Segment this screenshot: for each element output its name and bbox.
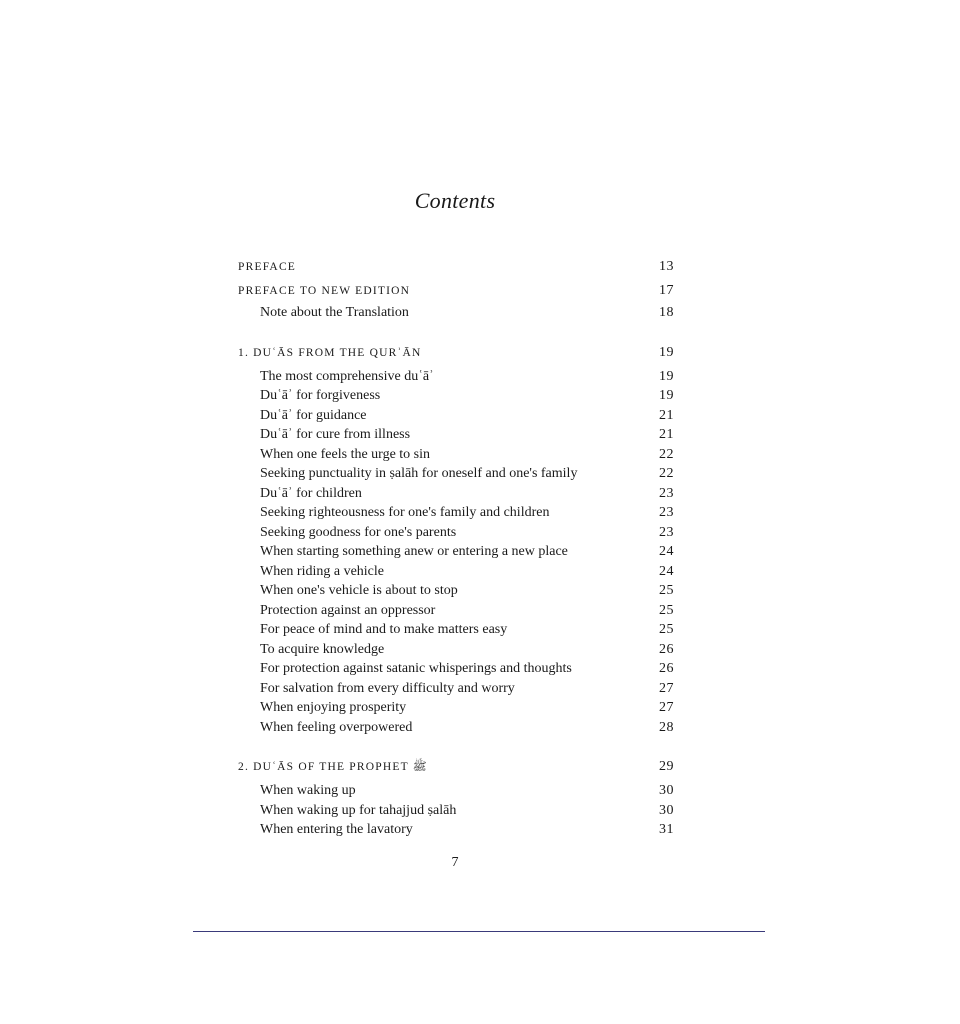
toc-entry-page: 21: [659, 427, 674, 442]
toc-entry-page: 23: [659, 485, 674, 501]
toc-entry-page: 27: [659, 680, 674, 696]
toc-entry-page: 25: [659, 583, 674, 598]
toc-entry-page: 21: [659, 407, 674, 423]
toc-entry-page: 30: [659, 783, 674, 798]
toc-entry-label: When feeling overpowered: [260, 719, 413, 735]
toc-entry-page: 22: [659, 466, 674, 481]
toc-entry-label: Note about the Translation: [260, 305, 409, 320]
toc-entry-label: PREFACE TO NEW EDITION: [238, 285, 411, 297]
toc-entry: [238, 503, 674, 523]
toc-chapter-2-list: [238, 781, 674, 840]
page-title: Contents: [414, 188, 496, 213]
toc-entry-preface-new-edition: [238, 279, 674, 303]
toc-entry: [238, 581, 674, 601]
page-number: 7: [451, 855, 459, 870]
toc-chapter-label: 1. DUʿĀS FROM THE QURʾĀN: [238, 346, 422, 359]
table-of-contents: [238, 255, 674, 840]
toc-entry-page: 26: [659, 661, 674, 676]
toc-entry-page: 19: [659, 368, 674, 384]
toc-entry-note-translation: [238, 303, 674, 323]
toc-entry-page: 23: [659, 505, 674, 520]
toc-entry: [238, 445, 674, 465]
toc-entry: [238, 620, 674, 640]
toc-entry-page: 30: [659, 802, 674, 818]
toc-entry: [238, 523, 674, 543]
toc-entry-label: To acquire knowledge: [260, 641, 385, 657]
toc-chapter-1-list: [238, 367, 674, 738]
toc-entry-label: The most comprehensive duʿāʾ: [260, 368, 434, 384]
toc-entry-page: 17: [659, 283, 674, 298]
toc-entry-page: 25: [659, 602, 674, 618]
toc-entry: [238, 601, 674, 621]
toc-entry-page: 28: [659, 719, 674, 735]
toc-entry: [238, 464, 674, 484]
toc-entry: [238, 820, 674, 840]
toc-entry-page: 23: [659, 524, 674, 540]
toc-entry-label: When waking up for tahajjud ṣalāh: [260, 802, 457, 818]
toc-entry-label: For protection against satanic whisperings and thoughts: [260, 661, 572, 676]
toc-chapter-1-heading: [238, 341, 674, 365]
toc-entry-page: 24: [659, 563, 674, 579]
toc-entry-preface: [238, 255, 674, 279]
toc-entry-label: When entering the lavatory: [260, 822, 413, 837]
toc-entry: [238, 640, 674, 660]
toc-entry-label: When one feels the urge to sin: [260, 446, 431, 462]
toc-entry-label: For peace of mind and to make matters easy: [260, 622, 508, 637]
toc-entry-label: Seeking punctuality in ṣalāh for oneself and one's family: [260, 466, 578, 481]
toc-entry-label: For salvation from every difficulty and worry: [260, 680, 515, 696]
toc-chapter-page: 29: [659, 759, 674, 774]
toc-entry: [238, 425, 674, 445]
toc-entry-label: Seeking goodness for one's parents: [260, 524, 457, 540]
toc-entry-label: When enjoying prosperity: [260, 700, 407, 715]
toc-entry: [238, 718, 674, 738]
toc-entry-label: Protection against an oppressor: [260, 602, 436, 618]
toc-entry-page: 31: [659, 822, 674, 837]
toc-entry-label: When one's vehicle is about to stop: [260, 583, 458, 598]
toc-entry-label: When riding a vehicle: [260, 563, 385, 579]
toc-entry-page: 26: [659, 641, 674, 657]
toc-chapter-2-heading: [238, 755, 674, 779]
toc-entry-page: 24: [659, 544, 674, 559]
toc-entry-page: 27: [659, 700, 674, 715]
toc-entry: [238, 367, 674, 387]
toc-entry-page: 25: [659, 622, 674, 637]
toc-entry: [238, 801, 674, 821]
toc-entry: [238, 542, 674, 562]
toc-entry-label: When starting something anew or entering a new place: [260, 544, 568, 559]
toc-entry-label: Duʿāʾ for children: [260, 485, 362, 501]
toc-entry: [238, 679, 674, 699]
toc-entry: [238, 386, 674, 406]
toc-entry-label: Duʿāʾ for guidance: [260, 407, 367, 423]
toc-chapter-label: 2. DUʿĀS OF THE PROPHET ﷺ: [238, 761, 427, 773]
toc-entry: [238, 781, 674, 801]
toc-entry-label: PREFACE: [238, 261, 297, 273]
toc-entry-label: Duʿāʾ for cure from illness: [260, 427, 411, 442]
toc-entry-page: 22: [659, 446, 674, 462]
bottom-rule: [193, 931, 765, 932]
toc-entry: [238, 659, 674, 679]
toc-entry: [238, 406, 674, 426]
toc-entry-page: 19: [659, 388, 674, 403]
toc-entry-label: When waking up: [260, 783, 356, 798]
toc-entry-label: Duʿāʾ for forgiveness: [260, 388, 381, 403]
toc-entry-page: 13: [659, 259, 674, 274]
toc-entry: [238, 484, 674, 504]
toc-chapter-page: 19: [659, 344, 674, 360]
toc-entry: [238, 562, 674, 582]
toc-entry: [238, 698, 674, 718]
toc-entry-label: Seeking righteousness for one's family and children: [260, 505, 550, 520]
toc-entry-page: 18: [659, 305, 674, 320]
